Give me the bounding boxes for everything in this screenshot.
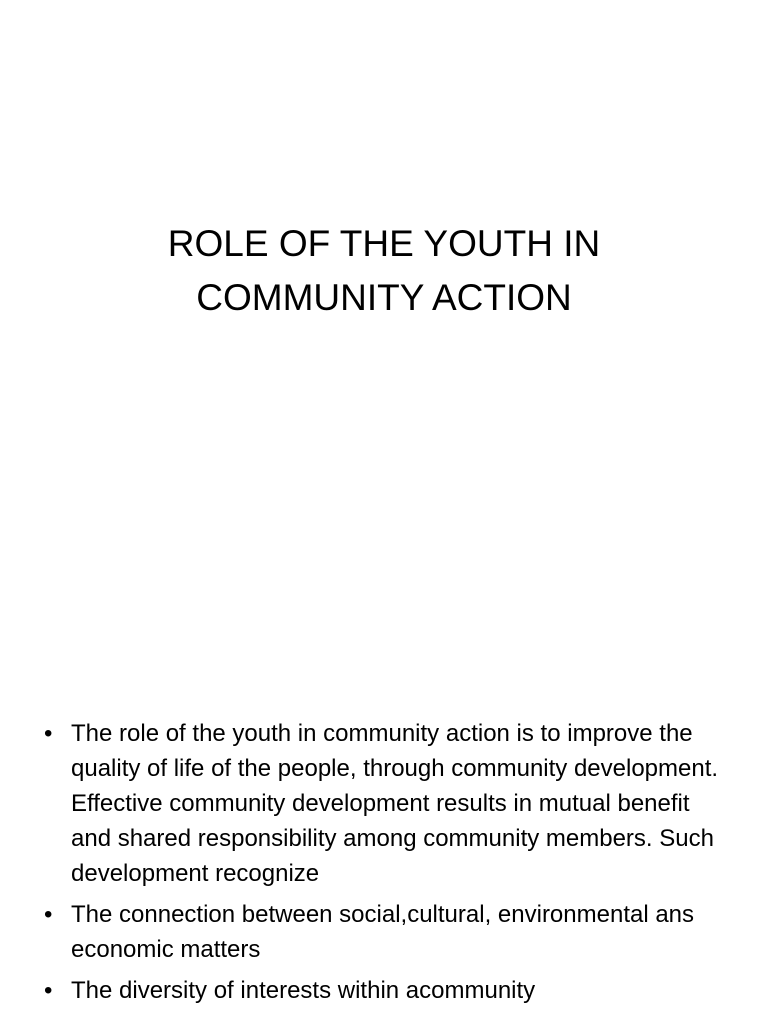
bullet-dot-icon: • <box>44 977 53 1004</box>
bullet-text-1: The role of the youth in community action is to improve the quality of life of the people, through community development. Effective community development results in mutual benefit and shared responsibility among community members. Such development recognize <box>71 720 719 887</box>
slide-title <box>60 217 708 325</box>
bullet-dot-icon: • <box>44 901 53 928</box>
bullet-list <box>44 716 732 1014</box>
bullet-item-1 <box>44 716 732 891</box>
bullet-item-2 <box>44 897 732 967</box>
slide-title-line-1: ROLE OF THE YOUTH IN <box>167 222 601 264</box>
slide-title-line-2: COMMUNITY ACTION <box>196 276 572 318</box>
bullet-text-2: The connection between social,cultural, environmental ans economic matters <box>71 901 695 963</box>
bullet-item-3 <box>44 973 732 1008</box>
bullet-text-3: The diversity of interests within acommunity <box>71 977 536 1004</box>
bullet-dot-icon: • <box>44 720 53 747</box>
